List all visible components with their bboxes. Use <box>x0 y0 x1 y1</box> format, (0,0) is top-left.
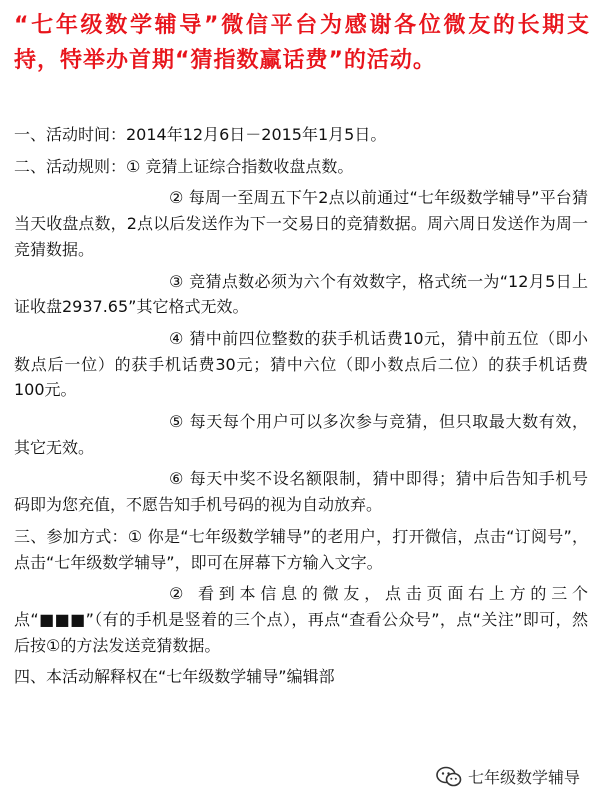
rule-4: ④ 猜中前四位整数的获手机话费10元，猜中前五位（即小数点后一位）的获手机话费30元；猜中六位（即小数点后二位）的获手机话费100元。 <box>14 328 588 400</box>
document-body <box>14 122 588 690</box>
page-title: “七年级数学辅导”微信平台为感谢各位微友的长期支持，特举办首期“猜指数赢话费”的活动。 <box>14 13 590 73</box>
rules-heading: 二、活动规则：① 竞猜上证综合指数收盘点数。 <box>14 156 354 176</box>
rule-3: ③ 竞猜点数必须为六个有效数字，格式统一为“12月5日上证收盘2937.65”其它格式无效。 <box>14 271 588 317</box>
activity-time: 一、活动时间：2014年12月6日－2015年1月5日。 <box>14 125 387 144</box>
rule-5: ⑤ 每天每个用户可以多次参与竞猜，但只取最大数有效，其它无效。 <box>14 412 588 457</box>
wechat-icon <box>436 766 462 788</box>
watermark-label: 七年级数学辅导 <box>467 768 580 787</box>
rule-6: ⑥ 每天中奖不设名额限制，猜中即得；猜中后告知手机号码即为您充值，不愿告知手机号码的视为自动放弃。 <box>14 469 588 515</box>
final-note: 四、本活动解释权在“七年级数学辅导”编辑部 <box>14 667 335 687</box>
rule-2: ② 每周一至周五下午2点以前通过“七年级数学辅导”平台猜当天收盘点数，2点以后发送作为下一交易日的竞猜数据。周六周日发送作为周一竞猜数据。 <box>14 188 588 259</box>
wechat-watermark <box>432 763 584 790</box>
join-method-1: 三、参加方式：① 你是“七年级数学辅导”的老用户，打开微信，点击“订阅号”，点击“七年级数学辅导”，即可在屏幕下方输入文字。 <box>14 526 588 572</box>
join-method-2: ② 看到本信息的微友，点击页面右上方的三个点“■■■”（有的手机是竖着的三个点），再点“查看公众号”，点“关注”即可，然后按①的方法发送竞猜数据。 <box>14 584 588 655</box>
